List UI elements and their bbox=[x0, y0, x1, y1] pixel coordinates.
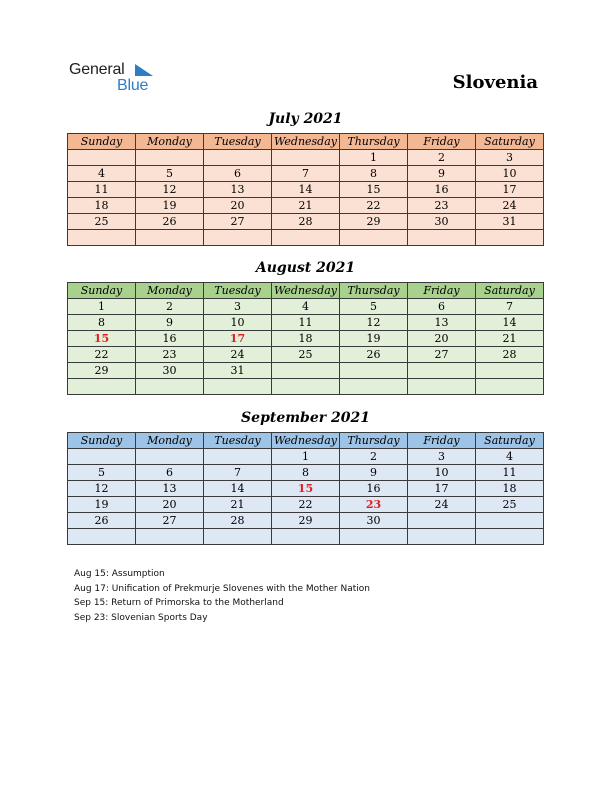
day-cell bbox=[340, 363, 408, 379]
day-cell: 22 bbox=[68, 347, 136, 363]
day-cell bbox=[136, 150, 204, 166]
day-cell bbox=[272, 379, 340, 395]
day-cell bbox=[136, 379, 204, 395]
weekday-header: Friday bbox=[408, 283, 476, 299]
day-cell: 5 bbox=[136, 166, 204, 182]
weekday-header: Wednesday bbox=[272, 134, 340, 150]
week-row bbox=[68, 166, 544, 182]
day-cell: 16 bbox=[340, 481, 408, 497]
day-cell bbox=[68, 529, 136, 545]
day-cell bbox=[68, 230, 136, 246]
day-cell: 27 bbox=[204, 214, 272, 230]
day-cell: 6 bbox=[408, 299, 476, 315]
week-row bbox=[68, 198, 544, 214]
day-cell: 26 bbox=[340, 347, 408, 363]
day-cell: 28 bbox=[476, 347, 544, 363]
day-cell bbox=[340, 379, 408, 395]
month-title-august: August 2021 bbox=[255, 260, 356, 276]
day-cell bbox=[476, 529, 544, 545]
day-cell: 24 bbox=[204, 347, 272, 363]
day-cell: 3 bbox=[476, 150, 544, 166]
week-row bbox=[68, 529, 544, 545]
day-cell: 7 bbox=[476, 299, 544, 315]
month-title-september: September 2021 bbox=[241, 410, 370, 426]
day-cell bbox=[136, 529, 204, 545]
day-cell: 9 bbox=[408, 166, 476, 182]
day-cell: 15 bbox=[340, 182, 408, 198]
week-row bbox=[68, 379, 544, 395]
day-cell: 21 bbox=[272, 198, 340, 214]
day-cell: 19 bbox=[136, 198, 204, 214]
day-cell: 6 bbox=[136, 465, 204, 481]
day-cell: 27 bbox=[136, 513, 204, 529]
day-cell bbox=[136, 449, 204, 465]
day-cell: 17 bbox=[408, 481, 476, 497]
day-cell: 11 bbox=[272, 315, 340, 331]
day-cell: 3 bbox=[204, 299, 272, 315]
weekday-header: Friday bbox=[408, 433, 476, 449]
day-cell: 2 bbox=[408, 150, 476, 166]
day-cell: 13 bbox=[408, 315, 476, 331]
day-cell bbox=[204, 230, 272, 246]
weekday-header: Sunday bbox=[68, 283, 136, 299]
day-cell: 4 bbox=[476, 449, 544, 465]
week-row bbox=[68, 497, 544, 513]
day-cell: 8 bbox=[68, 315, 136, 331]
day-cell: 20 bbox=[204, 198, 272, 214]
weekday-header: Sunday bbox=[68, 134, 136, 150]
day-cell: 25 bbox=[476, 497, 544, 513]
day-cell: 28 bbox=[204, 513, 272, 529]
day-cell bbox=[476, 363, 544, 379]
weekday-header: Monday bbox=[136, 283, 204, 299]
week-row bbox=[68, 347, 544, 363]
month-title-july: July 2021 bbox=[268, 111, 343, 127]
day-cell: 26 bbox=[136, 214, 204, 230]
day-cell: 29 bbox=[340, 214, 408, 230]
day-cell: 15 bbox=[68, 331, 136, 347]
weekday-header: Thursday bbox=[340, 433, 408, 449]
day-cell: 25 bbox=[272, 347, 340, 363]
calendar-august bbox=[67, 282, 544, 395]
day-cell: 11 bbox=[68, 182, 136, 198]
logo-triangle-icon bbox=[135, 64, 153, 76]
week-row bbox=[68, 363, 544, 379]
day-cell bbox=[204, 449, 272, 465]
day-cell: 12 bbox=[136, 182, 204, 198]
day-cell: 10 bbox=[408, 465, 476, 481]
weekday-header: Monday bbox=[136, 433, 204, 449]
day-cell: 2 bbox=[136, 299, 204, 315]
day-cell: 7 bbox=[204, 465, 272, 481]
day-cell: 8 bbox=[340, 166, 408, 182]
day-cell: 1 bbox=[272, 449, 340, 465]
day-cell: 2 bbox=[340, 449, 408, 465]
day-cell bbox=[68, 449, 136, 465]
day-cell bbox=[272, 150, 340, 166]
day-cell: 30 bbox=[408, 214, 476, 230]
day-cell bbox=[408, 513, 476, 529]
weekday-header: Sunday bbox=[68, 433, 136, 449]
day-cell: 13 bbox=[204, 182, 272, 198]
day-cell: 30 bbox=[340, 513, 408, 529]
holiday-note: Aug 17: Unification of Prekmurje Slovenes with the Mother Nation bbox=[74, 583, 370, 594]
day-cell bbox=[408, 379, 476, 395]
weekday-header: Tuesday bbox=[204, 283, 272, 299]
day-cell: 10 bbox=[476, 166, 544, 182]
weekday-header-row bbox=[68, 433, 544, 449]
day-cell: 21 bbox=[204, 497, 272, 513]
week-row bbox=[68, 315, 544, 331]
day-cell: 4 bbox=[272, 299, 340, 315]
week-row bbox=[68, 299, 544, 315]
day-cell: 22 bbox=[340, 198, 408, 214]
day-cell: 18 bbox=[476, 481, 544, 497]
weekday-header: Tuesday bbox=[204, 134, 272, 150]
day-cell bbox=[476, 513, 544, 529]
day-cell: 27 bbox=[408, 347, 476, 363]
calendar-september bbox=[67, 432, 544, 545]
holiday-note: Sep 23: Slovenian Sports Day bbox=[74, 612, 208, 623]
week-row bbox=[68, 182, 544, 198]
day-cell bbox=[340, 529, 408, 545]
generalblue-logo bbox=[69, 60, 159, 96]
day-cell: 1 bbox=[340, 150, 408, 166]
day-cell: 19 bbox=[340, 331, 408, 347]
weekday-header: Monday bbox=[136, 134, 204, 150]
weekday-header: Saturday bbox=[476, 134, 544, 150]
day-cell: 20 bbox=[408, 331, 476, 347]
weekday-header: Wednesday bbox=[272, 433, 340, 449]
day-cell bbox=[204, 529, 272, 545]
day-cell: 9 bbox=[136, 315, 204, 331]
day-cell: 12 bbox=[68, 481, 136, 497]
day-cell: 10 bbox=[204, 315, 272, 331]
day-cell: 18 bbox=[68, 198, 136, 214]
day-cell: 14 bbox=[476, 315, 544, 331]
day-cell: 24 bbox=[408, 497, 476, 513]
week-row bbox=[68, 214, 544, 230]
day-cell bbox=[476, 379, 544, 395]
week-row bbox=[68, 331, 544, 347]
day-cell: 22 bbox=[272, 497, 340, 513]
day-cell: 20 bbox=[136, 497, 204, 513]
day-cell: 1 bbox=[68, 299, 136, 315]
weekday-header-row bbox=[68, 134, 544, 150]
day-cell bbox=[204, 150, 272, 166]
weekday-header-row bbox=[68, 283, 544, 299]
weekday-header: Thursday bbox=[340, 134, 408, 150]
day-cell: 29 bbox=[272, 513, 340, 529]
week-row bbox=[68, 481, 544, 497]
day-cell: 23 bbox=[408, 198, 476, 214]
day-cell bbox=[476, 230, 544, 246]
day-cell: 31 bbox=[476, 214, 544, 230]
day-cell: 9 bbox=[340, 465, 408, 481]
day-cell: 26 bbox=[68, 513, 136, 529]
day-cell: 28 bbox=[272, 214, 340, 230]
holiday-notes bbox=[74, 567, 370, 625]
day-cell: 8 bbox=[272, 465, 340, 481]
day-cell: 14 bbox=[204, 481, 272, 497]
day-cell bbox=[204, 379, 272, 395]
day-cell: 16 bbox=[408, 182, 476, 198]
day-cell bbox=[68, 150, 136, 166]
day-cell: 5 bbox=[68, 465, 136, 481]
weekday-header: Tuesday bbox=[204, 433, 272, 449]
calendar-july bbox=[67, 133, 544, 246]
day-cell: 12 bbox=[340, 315, 408, 331]
day-cell bbox=[272, 363, 340, 379]
day-cell bbox=[408, 230, 476, 246]
day-cell bbox=[272, 230, 340, 246]
country-title: Slovenia bbox=[452, 72, 538, 93]
day-cell: 6 bbox=[204, 166, 272, 182]
day-cell bbox=[272, 529, 340, 545]
day-cell: 19 bbox=[68, 497, 136, 513]
day-cell bbox=[408, 363, 476, 379]
logo-word-general: General bbox=[69, 61, 125, 78]
weekday-header: Wednesday bbox=[272, 283, 340, 299]
day-cell: 23 bbox=[340, 497, 408, 513]
week-row bbox=[68, 230, 544, 246]
day-cell: 14 bbox=[272, 182, 340, 198]
day-cell: 29 bbox=[68, 363, 136, 379]
day-cell: 5 bbox=[340, 299, 408, 315]
week-row bbox=[68, 513, 544, 529]
day-cell bbox=[408, 529, 476, 545]
holiday-note: Aug 15: Assumption bbox=[74, 569, 165, 579]
weekday-header: Friday bbox=[408, 134, 476, 150]
weekday-header: Saturday bbox=[476, 283, 544, 299]
day-cell: 25 bbox=[68, 214, 136, 230]
day-cell: 13 bbox=[136, 481, 204, 497]
day-cell: 11 bbox=[476, 465, 544, 481]
day-cell: 31 bbox=[204, 363, 272, 379]
day-cell: 24 bbox=[476, 198, 544, 214]
day-cell: 17 bbox=[476, 182, 544, 198]
day-cell: 30 bbox=[136, 363, 204, 379]
day-cell bbox=[136, 230, 204, 246]
day-cell: 4 bbox=[68, 166, 136, 182]
week-row bbox=[68, 150, 544, 166]
week-row bbox=[68, 449, 544, 465]
day-cell: 23 bbox=[136, 347, 204, 363]
day-cell: 18 bbox=[272, 331, 340, 347]
day-cell bbox=[68, 379, 136, 395]
day-cell: 21 bbox=[476, 331, 544, 347]
holiday-note: Sep 15: Return of Primorska to the Motherland bbox=[74, 598, 284, 608]
weekday-header: Thursday bbox=[340, 283, 408, 299]
day-cell bbox=[340, 230, 408, 246]
weekday-header: Saturday bbox=[476, 433, 544, 449]
day-cell: 17 bbox=[204, 331, 272, 347]
day-cell: 7 bbox=[272, 166, 340, 182]
day-cell: 16 bbox=[136, 331, 204, 347]
day-cell: 15 bbox=[272, 481, 340, 497]
day-cell: 3 bbox=[408, 449, 476, 465]
logo-word-blue: Blue bbox=[117, 77, 149, 94]
week-row bbox=[68, 465, 544, 481]
